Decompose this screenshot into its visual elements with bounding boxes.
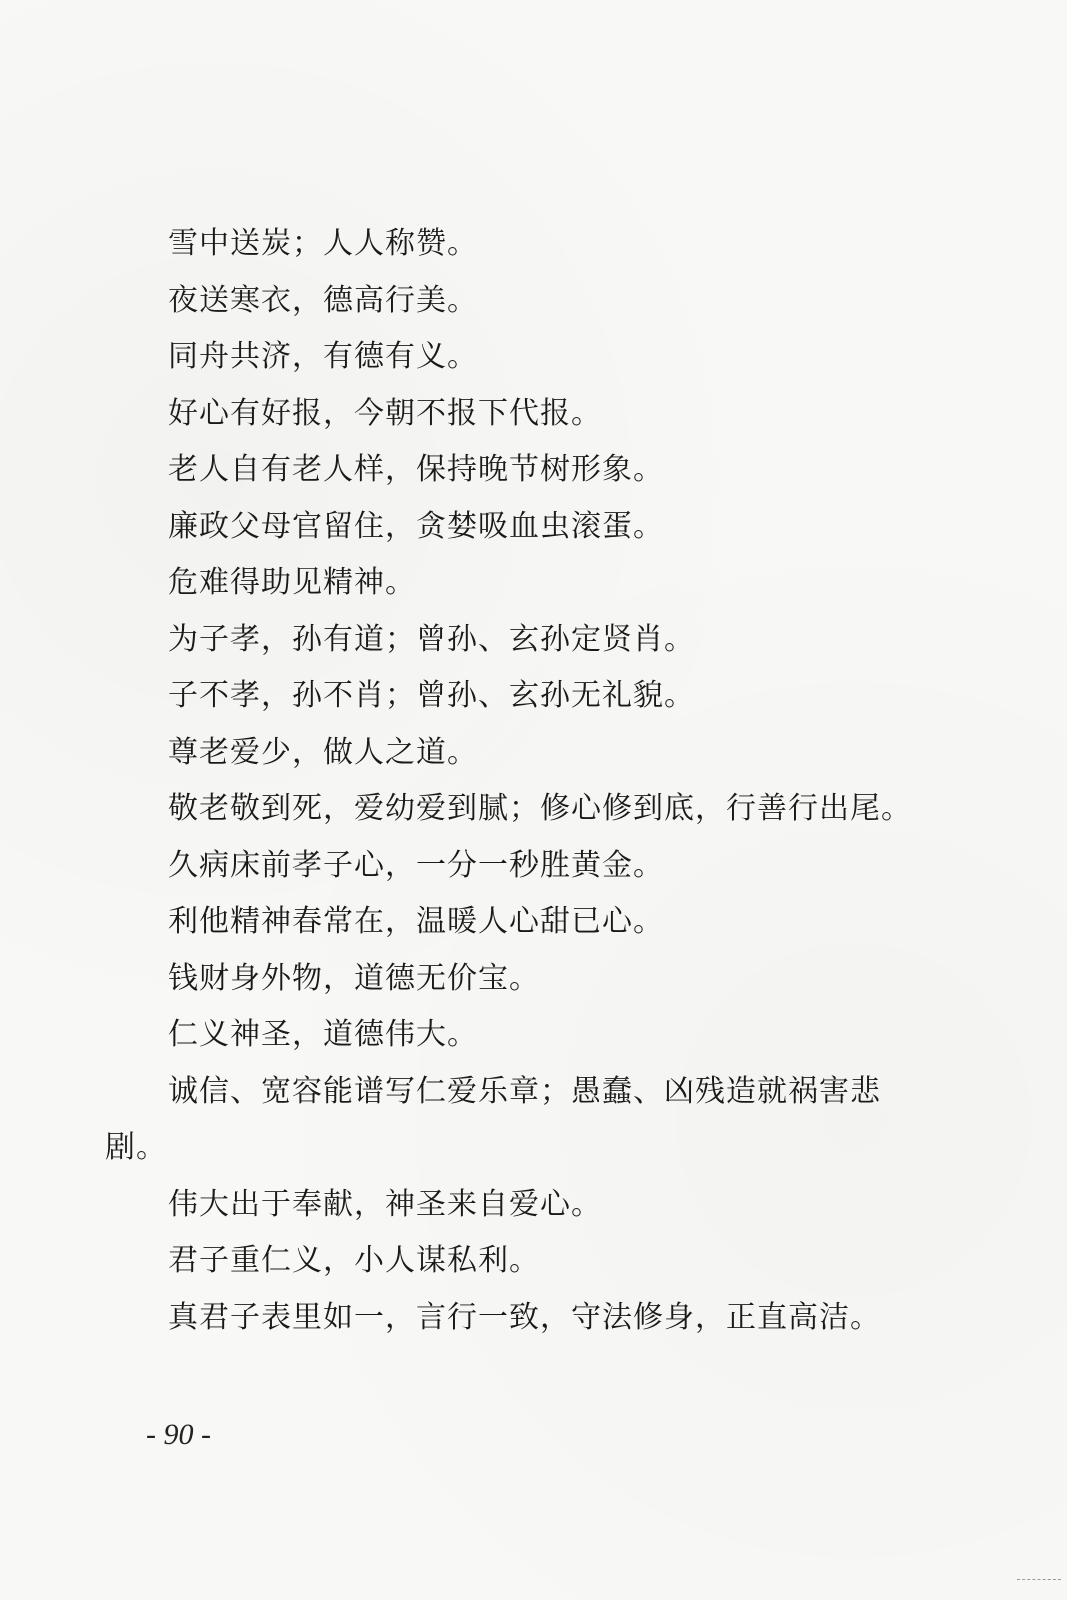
body-text (105, 216, 935, 1346)
text-line: 诚信、宽容能谱写仁爱乐章；愚蠢、凶残造就祸害悲 (168, 1073, 881, 1109)
text-line: 老人自有老人样，保持晚节树形象。 (168, 452, 664, 487)
text-line: 尊老爱少，做人之道。 (168, 734, 478, 770)
text-line: 夜送寒衣，德高行美。 (168, 282, 478, 318)
text-line: 钱财身外物，道德无价宝。 (168, 960, 540, 996)
text-line: 仁义神圣，道德伟大。 (168, 1017, 478, 1052)
text-line: 廉政父母官留住，贪婪吸血虫滚蛋。 (168, 508, 664, 544)
text-line: 敬老敬到死，爱幼爱到腻；修心修到底，行善行出尾。 (168, 791, 912, 826)
text-line: 为子孝，孙有道；曾孙、玄孙定贤肖。 (168, 621, 695, 657)
text-line: 利他精神春常在，温暖人心甜已心。 (168, 904, 664, 939)
page-number: - 90 - (146, 1418, 211, 1451)
text-line: 久病床前孝子心，一分一秒胜黄金。 (168, 847, 664, 883)
text-line: 同舟共济，有德有义。 (168, 339, 478, 374)
text-line-continuation: 剧。 (105, 1130, 167, 1165)
text-line: 好心有好报，今朝不报下代报。 (168, 395, 602, 431)
text-line: 伟大出于奉献，神圣来自爱心。 (168, 1186, 602, 1222)
scan-edge-mark (1017, 1579, 1061, 1594)
text-line: 子不孝，孙不肖；曾孙、玄孙无礼貌。 (168, 678, 695, 713)
text-line: 雪中送炭；人人称赞。 (168, 226, 478, 261)
text-line: 危难得助见精神。 (168, 565, 416, 600)
text-line: 真君子表里如一，言行一致，守法修身，正直高洁。 (168, 1299, 881, 1335)
text-line: 君子重仁义，小人谋私利。 (168, 1243, 540, 1278)
